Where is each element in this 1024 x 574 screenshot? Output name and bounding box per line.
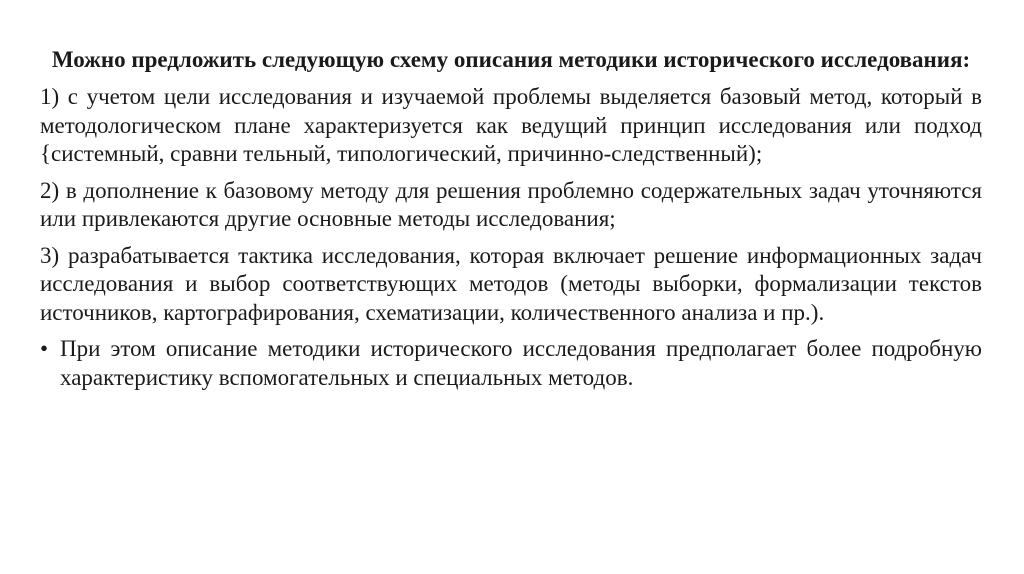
bullet-item xyxy=(40,335,982,392)
slide-title: Можно предложить следующую схему описания методики исторического исследования: xyxy=(51,47,971,72)
paragraph-2: 2) в дополнение к базовому методу для решения проблемно содержательных задач уточняются или привлекаются другие основные методы исследования; xyxy=(40,177,982,231)
paragraph-1: 1) с учетом цели исследования и изучаемой проблемы выделяется базовый метод, который в методологическом плане характеризуется как ведущий принцип исследования или подход {системный, сравни тельный, типологический, причинно-следственный); xyxy=(40,84,982,166)
slide-content xyxy=(40,46,982,392)
bullet-text: При этом описание методики исторического исследования предполагает более подробную характеристику вспомогательных и специальных методов. xyxy=(60,336,982,390)
bullet-icon: • xyxy=(40,336,49,361)
paragraph-3: 3) разрабатывается тактика исследования, которая включает решение информационных задач исследования и выбор соответствующих методов (методы выборки, формализации текстов источников, картографирования, схематизации, количественного анализа и пр.). xyxy=(40,242,982,325)
